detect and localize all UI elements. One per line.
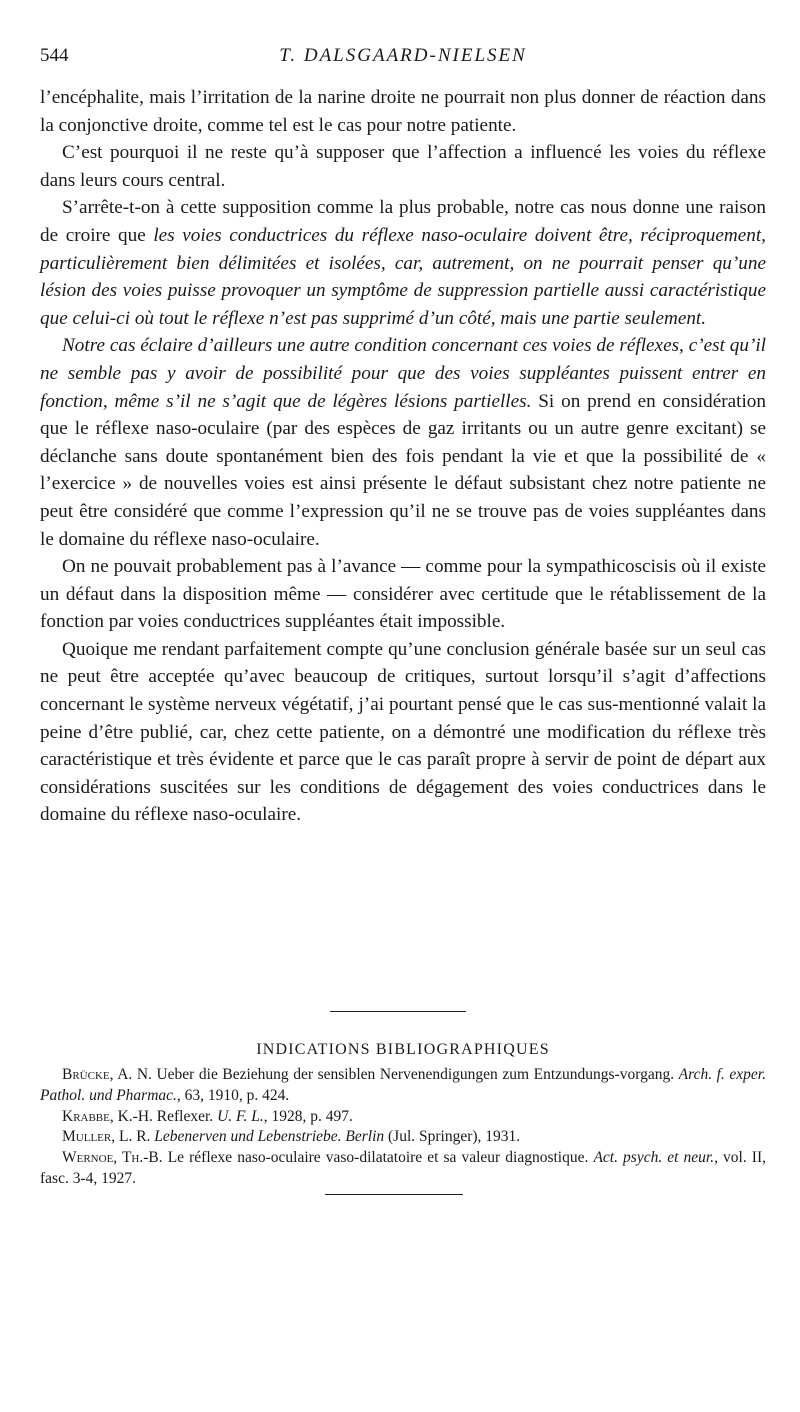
italic-run: Notre cas éclaire d’ailleurs une autre condition concernant ces voies de réflexes, c’est qu’il ne semble pas y avoir de possibilité pour que des voies suppléantes puissent entrer en fonction, même s’il ne s’agit que de légères lésions partielles. [40,335,766,412]
text-run: On ne pouvait probablement pas à l’avance — comme pour la sympathicoscisis où il existe un défaut dans la disposition même — considérer avec certitude que le rétablissement de la fonction par voies conductrices suppléantes était impossible. [40,556,766,633]
entry-author: Krabbe, K.-H. [62,1107,153,1125]
entry-source: U. F. L. [217,1107,264,1125]
entry-source: Lebenerven und Lebenstriebe. Berlin [154,1128,385,1146]
paragraph [40,84,766,139]
bibliography-title: INDICATIONS BIBLIOGRAPHIQUES [256,1041,550,1058]
entry-author: Wernoe, Th.-B. [62,1149,163,1167]
paragraph [40,194,766,332]
bibliography-entry [40,1107,766,1128]
text-run: Si on prend en considération que le réflexe naso-oculaire (par des espèces de gaz irritants ou un autre genre excitant) se déclanche sans doute spontanément bien des fois pendant la vie et que la possibilité de « l’exercice » de nouvelles voies est ainsi présente le défaut subsistant chez notre patiente ne peut être considéré que comme l’expression qu’il ne se trouve pas de voies suppléantes dans le domaine du réflexe naso-oculaire. [40,390,766,550]
entry-text: Reflexer. [152,1107,218,1125]
entry-text: (Jul. Springer), 1931. [384,1128,521,1146]
entry-text: Ueber die Beziehung der sensiblen Nervenendigungen zum Entzundungs-vorgang. [151,1066,679,1083]
page-number: 544 [40,45,69,66]
entry-source: Act. psych. et neur. [593,1149,715,1167]
paragraph [40,332,766,553]
entry-source: Arch. f. exper. Pathol. und Pharmac. [40,1066,766,1104]
text-run: Quoique me rendant parfaitement compte qu’une conclusion générale basée sur un seul cas ne peut être acceptée qu’avec beaucoup de critiques, surtout lorsqu’il s’agit d’affections concernant le système nerveux végétatif, j’ai pourtant pensé que le cas sus-mentionné valait la peine d’être publié, car, chez cette patiente, on a démontré une modification du réflexe très caractéristique et très évidente et parce que le cas paraît propre à servir de point de départ aux considérations suscitées sur les conditions de dégagement des voies conductrices dans le domaine du réflexe naso-oculaire. [40,638,766,826]
entry-text: , 63, 1910, p. 424. [176,1086,290,1104]
page-header [40,44,766,68]
text-run: S’arrête-t-on à cette supposition comme la plus probable, notre cas nous donne une raison de croire que [40,197,766,246]
paragraph [40,139,766,194]
entry-text: , 1928, p. 497. [263,1107,353,1125]
entry-text: , vol. II, fasc. 3-4, 1927. [40,1149,767,1187]
bibliography-list [40,1065,766,1190]
text-run: C’est pourquoi il ne reste qu’à supposer que l’affection a influencé les voies du réflexe dans leurs cours central. [40,142,766,191]
italic-run: les voies conductrices du réflexe naso-oculaire doivent être, réciproquement, particulièrement bien délimitées et isolées, car, autrement, on ne pourrait penser qu’une lésion des voies puisse provoquer un symptôme de suppression partielle aussi caractéristique que celui-ci où tout le réflexe n’est pas supprimé d’un côté, mais une partie seulement. [40,224,766,329]
end-rule [325,1194,463,1195]
entry-text: Le réflexe naso-oculaire vaso-dilatatoire et sa valeur diagnostique. [162,1149,594,1167]
paragraph [40,636,766,829]
running-head: T. DALSGAARD-NIELSEN [279,45,527,66]
entry-author: Brücke, A. N. [62,1066,152,1083]
bibliography-entry [40,1065,766,1107]
section-divider [330,1011,466,1012]
entry-author: Muller, L. R. [62,1128,151,1146]
bibliography-entry [40,1148,766,1190]
text-run: l’encéphalite, mais l’irritation de la narine droite ne pourrait non plus donner de réaction dans la conjonctive droite, comme tel est le cas pour notre patiente. [40,87,766,136]
body-text [40,84,766,829]
paragraph [40,553,766,636]
bibliography-entry [40,1127,766,1148]
